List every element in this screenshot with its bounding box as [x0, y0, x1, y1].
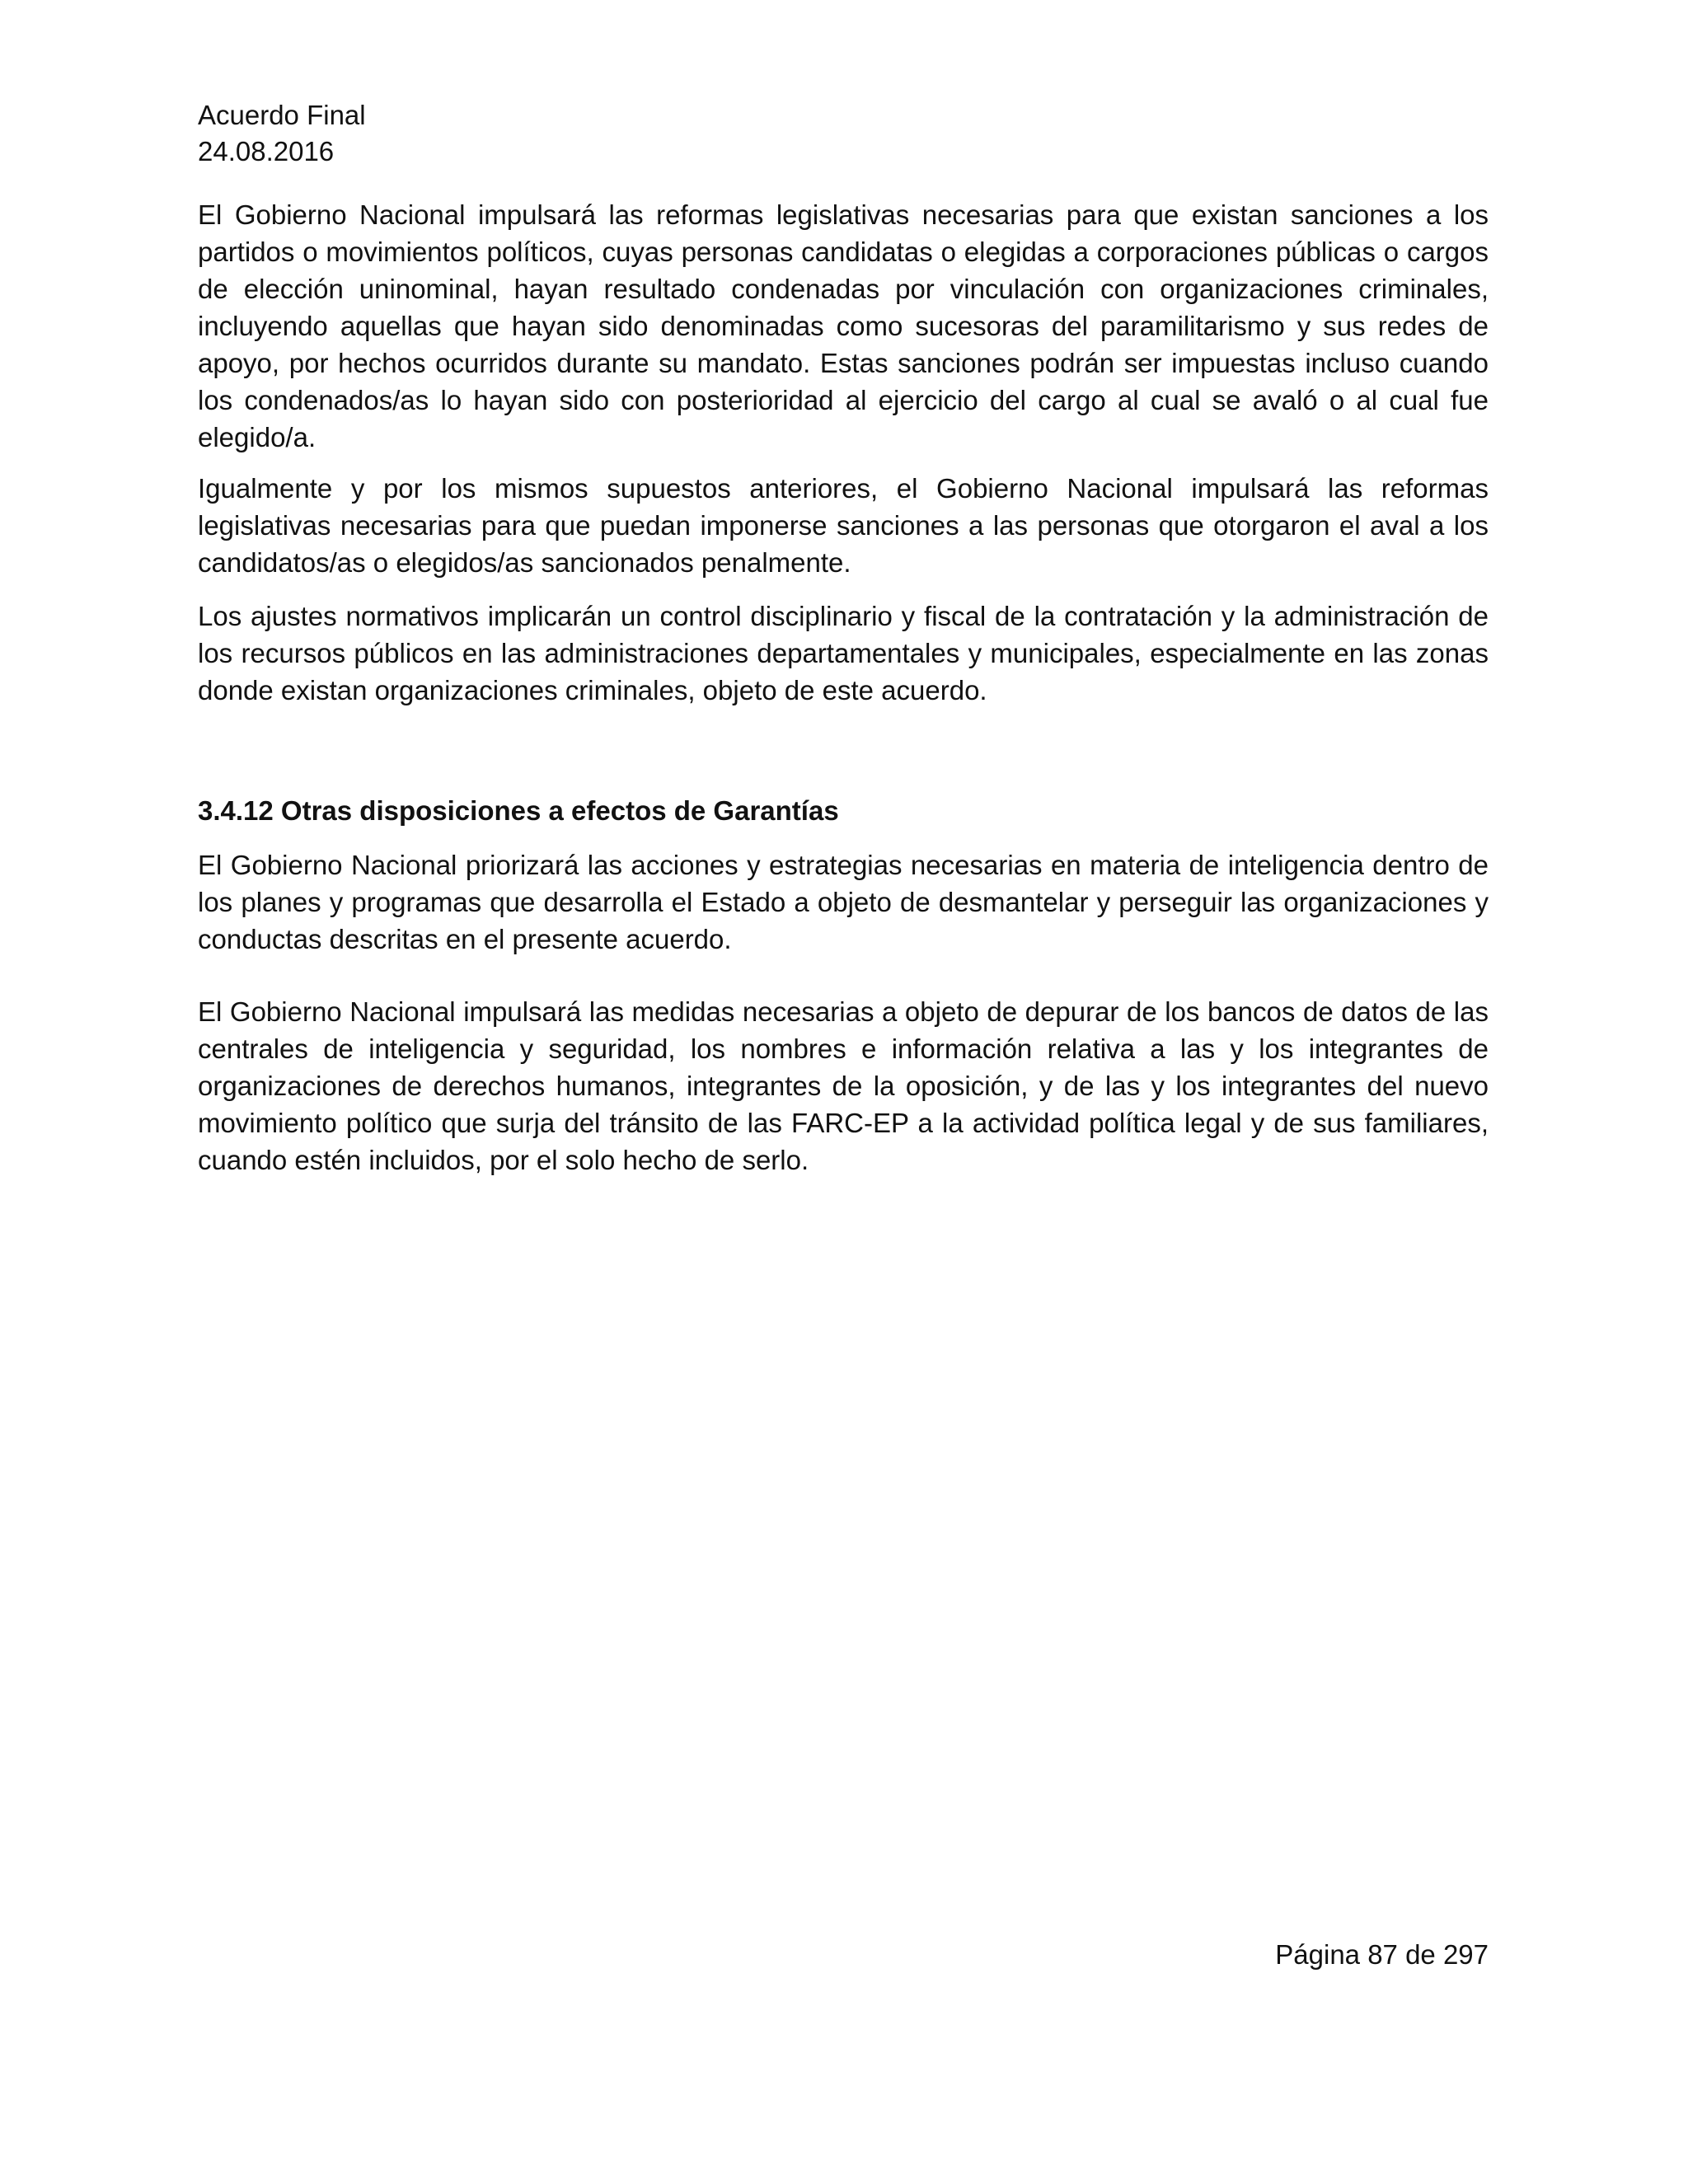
page-number: Página 87 de 297	[1275, 1939, 1489, 1970]
body-paragraph: El Gobierno Nacional impulsará las medidas necesarias a objeto de depurar de los bancos de datos de las centrales de inteligencia y seguridad, los nombres e información relativa a las y los integrantes de organizaciones de derechos humanos, integrantes de la oposición, y de las y los integrantes del nuevo movimiento político que surja del tránsito de las FARC-EP a la actividad política legal y de sus familiares, cuando estén incluidos, por el solo hecho de serlo.	[198, 996, 1489, 1175]
page-header	[198, 97, 366, 170]
body-paragraph: Los ajustes normativos implicarán un control disciplinario y fiscal de la contratación y la administración de los recursos públicos en las administraciones departamentales y municipales, especialmente en las zonas donde existan organizaciones criminales, objeto de este acuerdo.	[198, 601, 1489, 705]
document-title: Acuerdo Final	[198, 100, 366, 130]
section-heading: 3.4.12 Otras disposiciones a efectos de Garantías	[198, 795, 839, 826]
document-body	[198, 196, 1489, 1179]
page-footer	[1275, 1937, 1489, 1973]
document-date: 24.08.2016	[198, 136, 335, 166]
body-paragraph: Igualmente y por los mismos supuestos anteriores, el Gobierno Nacional impulsará las reformas legislativas necesarias para que puedan imponerse sanciones a las personas que otorgaron el aval a los candidatos/as o elegidos/as sancionados penalmente.	[198, 473, 1489, 578]
body-paragraph: El Gobierno Nacional impulsará las reformas legislativas necesarias para que existan sanciones a los partidos o movimientos políticos, cuyas personas candidatas o elegidas a corporaciones públicas o cargos de elección uninominal, hayan resultado condenadas por vinculación con organizaciones criminales, incluyendo aquellas que hayan sido denominadas como sucesoras del paramilitarismo y sus redes de apoyo, por hechos ocurridos durante su mandato. Estas sanciones podrán ser impuestas incluso cuando los condenados/as lo hayan sido con posterioridad al ejercicio del cargo al cual se avaló o al cual fue elegido/a.	[198, 199, 1489, 452]
body-paragraph: El Gobierno Nacional priorizará las acciones y estrategias necesarias en materia de inteligencia dentro de los planes y programas que desarrolla el Estado a objeto de desmantelar y perseguir las organizaciones y conductas descritas en el presente acuerdo.	[198, 850, 1489, 954]
